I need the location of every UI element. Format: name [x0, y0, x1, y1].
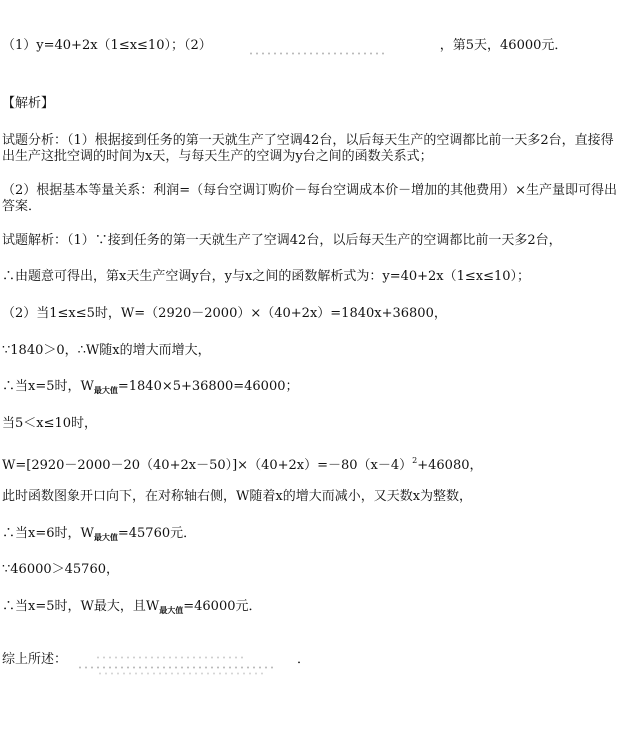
answer-line [2, 38, 567, 54]
subscript-max: 最大值 [93, 532, 118, 542]
solution-line-2: ∴由题意可得出，第x天生产空调y台，y与x之间的函数解析式为：y=40+2x（1≤x≤10）； [2, 269, 531, 284]
solution-line-4: ∵1840＞0，∴W随x的增大而增大， [2, 343, 211, 358]
solution-line-10: ∵46000＞45760， [2, 562, 119, 577]
formula-image-placeholder [67, 652, 297, 666]
subscript-max: 最大值 [159, 605, 184, 615]
solution-line-9: ∴当x=6时，$W_{最大值}=45760$元． [2, 526, 197, 542]
solution-line-7: $W=[2920-2000-20(40+2x-50)]\times(40+2x)=-80(x-4)^2+46080$， [2, 456, 483, 473]
section-title: 【解析】 [2, 96, 55, 111]
answer-part2-tail: ，第5天，46000元． [439, 38, 568, 53]
solution-line-1: 试题解析：（1）∵接到任务的第一天就生产了空调42台，以后每天生产的空调都比前一天多2台， [2, 233, 562, 248]
analysis-line-1: 试题分析：（1）根据接到任务的第一天就生产了空调42台，以后每天生产的空调都比前一天多2台，直接得出生产这批空调的时间为x天，与每天生产的空调为y台之间的函数关系式； [2, 133, 614, 164]
solution-line-6: 当5＜x≤10时， [2, 416, 98, 431]
solution-line-3: （2）当1≤x≤5时，W=（2920－2000）×（40+2x）=1840x+36800， [2, 306, 447, 321]
subscript-max: 最大值 [93, 385, 118, 395]
analysis-line-2: （2）根据基本等量关系：利润=（每台空调订购价－每台空调成本价－增加的其他费用）×生产量即可得出答案． [2, 183, 618, 214]
superscript-2: 2 [412, 456, 418, 465]
formula-image-placeholder [212, 38, 440, 52]
solution-line-5: ∴当x=5时，$W_{最大值}=1840\times 5+36800=46000$； [2, 379, 299, 395]
solution-line-12: 综上所述： ． [2, 652, 310, 668]
answer-part1: （1）y=40+2x（1≤x≤10）；（2） [2, 38, 212, 53]
solution-line-8: 此时函数图象开口向下，在对称轴右侧，W随着x的增大而减小，又天数x为整数， [2, 489, 473, 504]
solution-line-11: ∴当x=5时，W最大，且$W_{最大值}=46000$元． [2, 599, 262, 615]
